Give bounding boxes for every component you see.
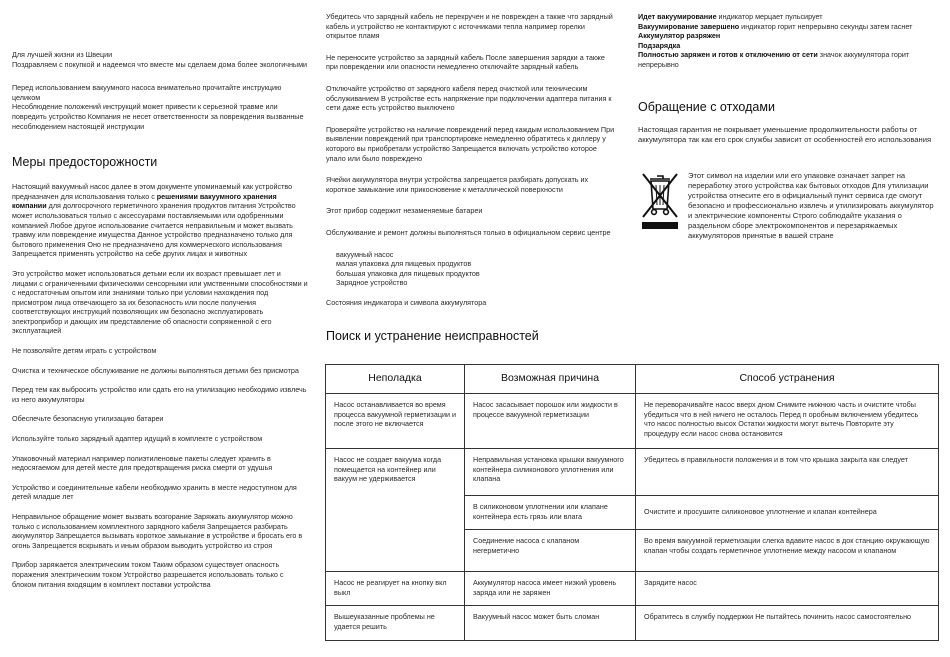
table-row xyxy=(326,394,939,449)
recycle-symbol-text: Этот символ на изделии или его упаковке означает запрет на переработку этого устройства как бытовых отходов Для утилизации устройства отнесите его в официальный пункт сервиса где смогут безопасно и профессионально извлечь и утилизировать аккумулятор и электрические компоненты Строго соблюдайте указания о раздельном сборе электрокомпонентов и перезаряжаемых аккумуляторов принятые в вашей стране xyxy=(688,171,934,240)
indicator-item: Идет вакуумирование индикатор мерцает пульсирует xyxy=(638,12,823,21)
safety-paragraph-no-play: Не позволяйте детям играть с устройством xyxy=(12,346,157,356)
cause-cell: Соединение насоса с клапаном негерметично xyxy=(465,530,636,572)
cause-cell: Неправильная установка крышки вакуумного контейнера силиконового уплотнения или клапана xyxy=(465,449,636,496)
safety-paragraph-electric-shock: Прибор заряжается электрическим током Таким образом существует опасность поражения электрическим током Устройство разрешается использовать только с блоком питания входящим в комплект поставки устройства xyxy=(12,560,284,589)
safety-paragraph-battery-disposal: Обеспечьте безопасную утилизацию батареи xyxy=(12,414,164,424)
safety-paragraph-cable-carry: Не переносите устройство за зарядный кабель После завершения зарядки а также при повреждении или опасности немедленно отключайте зарядный кабель xyxy=(326,52,605,72)
safety-paragraph-batteries-removal: Перед тем как выбросить устройство или сдать его на утилизацию необходимо извлечь из него аккумуляторы xyxy=(12,385,307,404)
safety-paragraph-cable-check: Убедитесь что зарядный кабель не перекручен и не поврежден а также что зарядный кабель и устройство не контактируют с источниками тепла например горелки открытое пламя xyxy=(326,12,613,41)
safety-paragraph-fire: Неправильное обращение может вызвать возгорание Заряжать аккумулятор можно только с использованием комплектного зарядного кабеля Запрещается разбирать аккумулятор Запрещается вызывать короткое замыкание в устройстве и бросать его в огонь Запрещается вскрывать и иным образом выводить устройство из строя xyxy=(12,512,303,550)
safety-paragraph-cells: Ячейки аккумулятора внутри устройства запрещается разбирать допускать их короткое замыкание или прикосновение к металлической поверхности xyxy=(326,175,589,194)
table-row xyxy=(326,572,939,606)
problem-cell: Насос не создает вакуума когда помещается на контейнер или вакуум не удерживается xyxy=(326,449,465,572)
safety-paragraph-cables: Устройство и соединительные кабели необходимо хранить в месте недоступном для детей младше лет xyxy=(12,482,297,502)
safety-paragraph-damage-check: Проверяйте устройство на наличие повреждений перед каждым использованием При выявлении повреждений при транспортировке немедленно обратитесь к диллеру у которого вы приобретали устройство Запрещается включать устройство которое упало или было повреждено xyxy=(326,124,615,163)
problem-cell: Вышеуказанные проблемы не удается решить xyxy=(326,606,465,640)
safety-paragraph-non-replaceable: Этот прибор содержит незаменяемые батареи xyxy=(326,206,483,216)
safety-paragraph-charger: Используйте только зарядный адаптер идущий в комплекте с устройством xyxy=(12,434,263,444)
cause-cell: Аккумулятор насоса имеет низкий уровень заряда или не заряжен xyxy=(465,572,636,606)
solution-cell: Не переворачивайте насос вверх дном Снимите нижнюю часть и очистите чтобы убедиться что в ней ничего не осталось Перед п оробным включением убедитесь что насос полностью высох Остатки жидкости могут вытечь Повторите эту процедуру если насос снова остановится xyxy=(636,394,939,449)
safety-paragraph-packaging: Упаковочный материал например полиэтиленовые пакеты следует хранить в недосягаемом для детей месте для предотвращения риска смерти от удушья xyxy=(12,453,273,473)
intro-slogan: Для лучшей жизни из Швеции xyxy=(12,50,113,59)
indicator-item: Вакуумирование завершено индикатор горит непрерывно секунды затем гаснет xyxy=(638,21,913,31)
troubleshooting-table xyxy=(325,364,939,641)
table-row xyxy=(326,606,939,640)
column-header-problem: Неполадка xyxy=(326,365,465,394)
right-column xyxy=(638,12,938,155)
indicator-item: Полностью заряжен и готов к отключению от сети значок аккумулятора горит непрерывно xyxy=(638,50,910,69)
solution-cell: Зарядите насос xyxy=(636,572,939,606)
indicator-item: Подзарядка xyxy=(638,40,681,50)
indicator-states-text: Состояния индикатора и символа аккумулятора xyxy=(326,297,487,307)
intro-liability: Несоблюдение положений инструкций может привести к серьезной травме или повредить устройство Компания не несет ответственности за повреждения вызванные несоблюдением настоящей инструкции xyxy=(12,102,304,131)
list-item: вакуумный насос xyxy=(336,249,394,259)
column-header-cause: Возможная причина xyxy=(465,365,636,394)
safety-paragraph-disconnect: Отключайте устройство от зарядного кабеля перед очисткой или техническим обслуживанием В устройстве есть напряжение при подключении адаптера питания к сети даже есть устройство выключено xyxy=(326,83,612,113)
safety-paragraph-cleaning: Очистка и техническое обслуживание не должны выполняться детьми без присмотра xyxy=(12,365,299,375)
warranty-text: Настоящая гарантия не покрывает уменьшение продолжительности работы от аккумулятора так как его срок службы зависит от особенностей его использования xyxy=(638,124,932,144)
intro-read-instructions: Перед использованием вакуумного насоса внимательно прочитайте инструкцию целиком xyxy=(12,83,282,102)
problem-cell: Насос не реагирует на кнопку вкл выкл xyxy=(326,572,465,606)
intro-congrats: Поздравляем с покупкой и надеемся что вместе мы сделаем дома более экологичными xyxy=(12,59,308,69)
table-row xyxy=(326,449,939,496)
solution-cell: Очистите и просушите силиконовое уплотнение и клапан контейнера xyxy=(636,496,939,530)
table-header-row xyxy=(326,365,939,394)
solution-cell: Во время вакуумной герметизации слегка вдавите насос в док станцию окружающую клапан чтобы создать герметичное уплотнение между насосом и клапаном xyxy=(636,530,939,572)
cause-cell: В силиконовом уплотнении или клапане контейнера есть грязь или влага xyxy=(465,496,636,530)
indicator-item: Аккумулятор разряжен xyxy=(638,31,721,41)
list-item: Зарядное устройство xyxy=(336,278,408,288)
package-contents-list xyxy=(336,250,616,288)
list-item: малая упаковка для пищевых продуктов xyxy=(336,259,472,269)
problem-cell: Насос останавливается во время процесса вакуумной герметизации и после этого не включается xyxy=(326,394,465,449)
solution-cell: Обратитесь в службу поддержки Не пытайтесь починить насос самостоятельно xyxy=(636,606,939,640)
safety-paragraph-service: Обслуживание и ремонт должны выполняться только в официальном сервис центре xyxy=(326,227,611,237)
troubleshooting-heading: Поиск и устранение неисправностей xyxy=(326,329,539,344)
middle-column xyxy=(326,12,616,344)
safety-paragraph-intended-use: Настоящий вакуумный насос далее в этом документе упоминаемый как устройство предназначен для использования только с решениями вакуумного хранения компании для долгосрочного герметичного хранения продуктов питания Устройство может использоваться только с аксессуарами поставляемыми или одобренными компанией Любое другое использование считается неправильным и может вызвать травму или повреждение имущества Данное устройство предназначено только для бытового применения Оно не предназначено для коммерческого использования Запрещается применять устройство на себе других лицах и животных xyxy=(12,182,296,259)
cause-cell: Вакуумный насос может быть сломан xyxy=(465,606,636,640)
cause-cell: Насос засасывает порошок или жидкости в процессе вакуумной герметизации xyxy=(465,394,636,449)
safety-heading: Меры предосторожности xyxy=(12,155,158,170)
list-item: большая упаковка для пищевых продуктов xyxy=(336,268,480,278)
left-column xyxy=(12,50,308,599)
solution-cell: Убедитесь в правильности положения и в том что крышка закрыта как следует xyxy=(636,449,939,496)
crossed-out-wheelie-bin-icon xyxy=(640,171,680,231)
indicator-list xyxy=(638,12,938,70)
waste-heading: Обращение с отходами xyxy=(638,99,775,114)
safety-paragraph-children: Это устройство может использоваться детьми если их возраст превышает лет и лицами с ограниченными физическими сенсорными или умственными способностями и с недостаточным опытом или знаниями только при условии нахождения под присмотром лица отвечающего за их безопасность или после получения соответствующих инструкций позволяющих им безопасно эксплуатировать электроприбор и дающих им представление об опасности сопряженной с его эксплуатацией xyxy=(12,268,308,336)
column-header-solution: Способ устранения xyxy=(636,365,939,394)
